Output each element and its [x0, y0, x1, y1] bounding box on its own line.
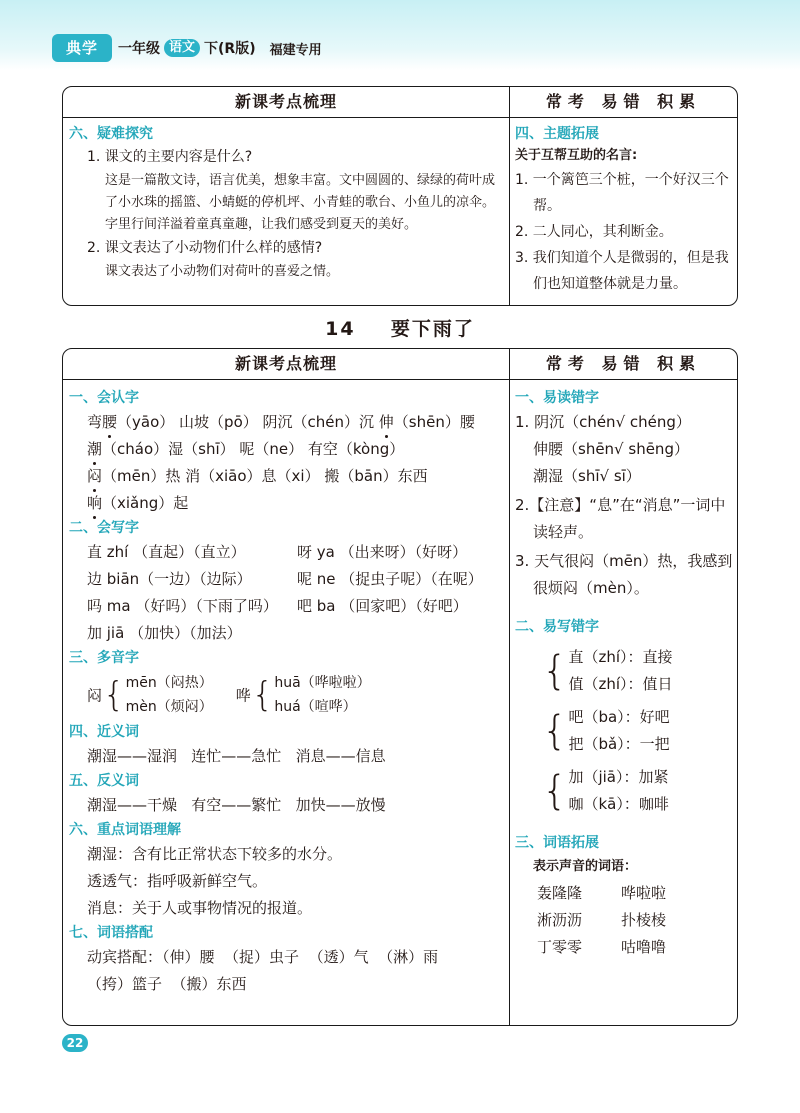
char-text: （mēn）热 消（xiāo）息 [102, 467, 277, 485]
dotted-char: 闷 [87, 463, 102, 490]
pair-item: 直（zhí）：直接 [568, 648, 673, 666]
top-left-column [69, 123, 505, 283]
section-heading: 五、反义词 [69, 773, 139, 789]
pair-item: 把（bǎ）：一把 [568, 735, 670, 753]
question-2: 2. 课文表达了小动物们什么样的感情? [87, 240, 323, 256]
polyphone-char: 闷 [87, 686, 103, 705]
main-right-heading: 常考 易错 积累 [510, 349, 737, 380]
sound-word: 扑棱棱 [621, 911, 667, 929]
section-heading: 二、易写错字 [515, 619, 599, 635]
lesson-title [0, 314, 800, 341]
dotted-char: 响 [87, 490, 102, 517]
char-line [69, 463, 505, 490]
section-heading: 七、词语搭配 [69, 925, 153, 941]
pair-item: 咖（kā）：咖啡 [568, 795, 669, 813]
pair-stack [568, 644, 672, 698]
char-text: （shēn）腰 [393, 413, 475, 431]
header-banner [0, 0, 800, 70]
reading: huá（喧哗） [274, 699, 357, 715]
collocation: 动宾搭配：（伸）腰 （捉）虫子 （透）气 （淋）雨 [87, 948, 439, 966]
section-heading: 三、词语拓展 [515, 835, 599, 851]
definition: 透透气：指呼吸新鲜空气。 [87, 872, 268, 890]
write-item: 边 biān（一边）（边际） [87, 570, 252, 588]
char-text: （ne） 有空（kòng） [254, 440, 405, 458]
char-line [69, 490, 505, 517]
write-row [69, 620, 505, 647]
write-item: 吗 ma （好吗）（下雨了吗） [87, 597, 278, 615]
synonyms: 潮湿——湿润 连忙——急忙 消息——信息 [87, 747, 386, 765]
char-text: （yāo） 山坡（pō） 阴沉（chén）沉 [117, 413, 379, 431]
quote-item: 3. 我们知道个人是微弱的，但是我们也知道整体就是力量。 [515, 250, 729, 292]
section-heading: 六、重点词语理解 [69, 822, 181, 838]
dotted-char: 腰 [102, 409, 117, 436]
write-item: 直 zhí （直起）（直立） [87, 543, 246, 561]
char-text: （xiǎng）起 [102, 494, 189, 512]
reading: huā（哗啦啦） [274, 675, 371, 691]
char-pair [541, 764, 733, 818]
main-right-column [515, 387, 733, 961]
pair-item: 值（zhí）：值日 [568, 675, 673, 693]
page-number: 22 [62, 1034, 88, 1052]
definition: 消息：关于人或事物情况的报道。 [87, 899, 313, 917]
write-item: 呢 ne （捉虫子呢）（在呢） [297, 570, 483, 588]
definition: 潮湿：含有比正常状态下较多的水分。 [87, 845, 343, 863]
main-left-column [69, 387, 505, 998]
sound-word: 丁零零 [537, 938, 583, 956]
top-right-heading: 常考 易错 积累 [510, 87, 737, 118]
quote-item: 1. 一个篱笆三个桩，一个好汉三个帮。 [515, 172, 729, 214]
lesson-number: 14 [325, 318, 356, 340]
main-review-box [62, 348, 738, 1026]
section-heading: 二、会写字 [69, 520, 139, 536]
misread-item: 1. 阴沉（chén√ chéng） [515, 413, 691, 431]
char-pair [541, 704, 733, 758]
sound-word: 淅沥沥 [537, 911, 583, 929]
misread-item: 潮湿（shī√ sī） [533, 467, 641, 485]
dotted-char: 潮 [87, 436, 102, 463]
antonyms: 潮湿——干燥 有空——繁忙 加快——放慢 [87, 796, 386, 814]
section-heading: 六、疑难探究 [69, 126, 153, 142]
section-heading: 四、近义词 [69, 724, 139, 740]
word-row [515, 934, 733, 961]
column-divider [509, 117, 510, 305]
write-item: 加 jiā （加快）（加法） [87, 624, 242, 642]
section-heading: 四、主题拓展 [515, 126, 599, 142]
readings [274, 671, 370, 719]
section-heading: 一、易读错字 [515, 390, 599, 406]
write-row [69, 539, 505, 566]
brand-logo: 典学 [52, 34, 112, 62]
brace-icon: { [542, 648, 568, 694]
char-pair [541, 644, 733, 698]
note-item: 3. 天气很闷（mēn）热，我感到很烦闷（mèn）。 [515, 552, 733, 597]
readings [126, 671, 213, 719]
subject-badge: 语文 [164, 39, 200, 57]
quotes-subheading: 关于互帮互助的名言: [515, 148, 638, 163]
note-item: 2.【注意】“息”在“消息”一词中读轻声。 [515, 496, 726, 541]
pair-item: 加（jiā）：加紧 [568, 768, 669, 786]
write-item: 呀 ya （出来呀）（好呀） [297, 543, 468, 561]
word-row [515, 907, 733, 934]
collocation: （挎）篮子 （搬）东西 [87, 975, 247, 993]
brace-icon: { [251, 675, 274, 715]
top-right-column [515, 123, 733, 297]
edition-label: 福建专用 [269, 42, 322, 58]
word-row [515, 880, 733, 907]
polyphone-row [69, 671, 505, 719]
polyphone-char: 哗 [235, 686, 251, 705]
write-item: 吧 ba （回家吧）（好吧） [297, 597, 468, 615]
char-line [69, 409, 505, 436]
main-left-heading: 新课考点梳理 [63, 349, 510, 380]
section-heading: 三、多音字 [69, 650, 139, 666]
column-divider [509, 379, 510, 1025]
top-review-box [62, 86, 738, 306]
pair-stack [568, 704, 669, 758]
char-line [69, 436, 505, 463]
lesson-name: 要下雨了 [390, 318, 475, 340]
reading: mèn（烦闷） [125, 699, 213, 715]
brace-icon: { [542, 708, 568, 754]
sound-word: 哗啦啦 [621, 884, 667, 902]
reading: mēn（闷热） [125, 675, 213, 691]
book-header [118, 38, 322, 58]
answer-2: 课文表达了小动物们对荷叶的喜爱之情。 [105, 264, 340, 279]
question-1: 1. 课文的主要内容是什么? [87, 149, 253, 165]
quote-item: 2. 二人同心，其利断金。 [515, 224, 673, 240]
pair-item: 吧（ba）：好吧 [568, 708, 670, 726]
top-left-heading: 新课考点梳理 [63, 87, 510, 118]
char: 弯 [87, 413, 103, 431]
grade-label: 一年级 [118, 41, 160, 57]
char-text: （xi） 搬（bān）东西 [276, 467, 428, 485]
sound-words-subheading: 表示声音的词语： [533, 859, 638, 874]
pair-stack [568, 764, 668, 818]
write-row [69, 566, 505, 593]
answer-1: 这是一篇散文诗，语言优美，想象丰富。文中圆圆的、绿绿的荷叶成了小水珠的摇篮、小蜻蜓的停机坪、小青蛙的歌台、小鱼儿的凉伞。字里行间洋溢着童真童趣，让我们感受到夏天的美好。 [105, 173, 496, 232]
brace-icon: { [103, 675, 125, 715]
write-row [69, 593, 505, 620]
misread-item: 伸腰（shēn√ shēng） [533, 440, 689, 458]
volume-label: 下(R版) [204, 41, 256, 57]
char-text: （cháo）湿（shī） 呢 [102, 440, 255, 458]
sound-word: 轰隆隆 [537, 884, 583, 902]
dotted-char: 伸 [379, 409, 394, 436]
sound-word: 咕噜噜 [621, 938, 667, 956]
brace-icon: { [542, 768, 568, 814]
section-heading: 一、会认字 [69, 390, 139, 406]
